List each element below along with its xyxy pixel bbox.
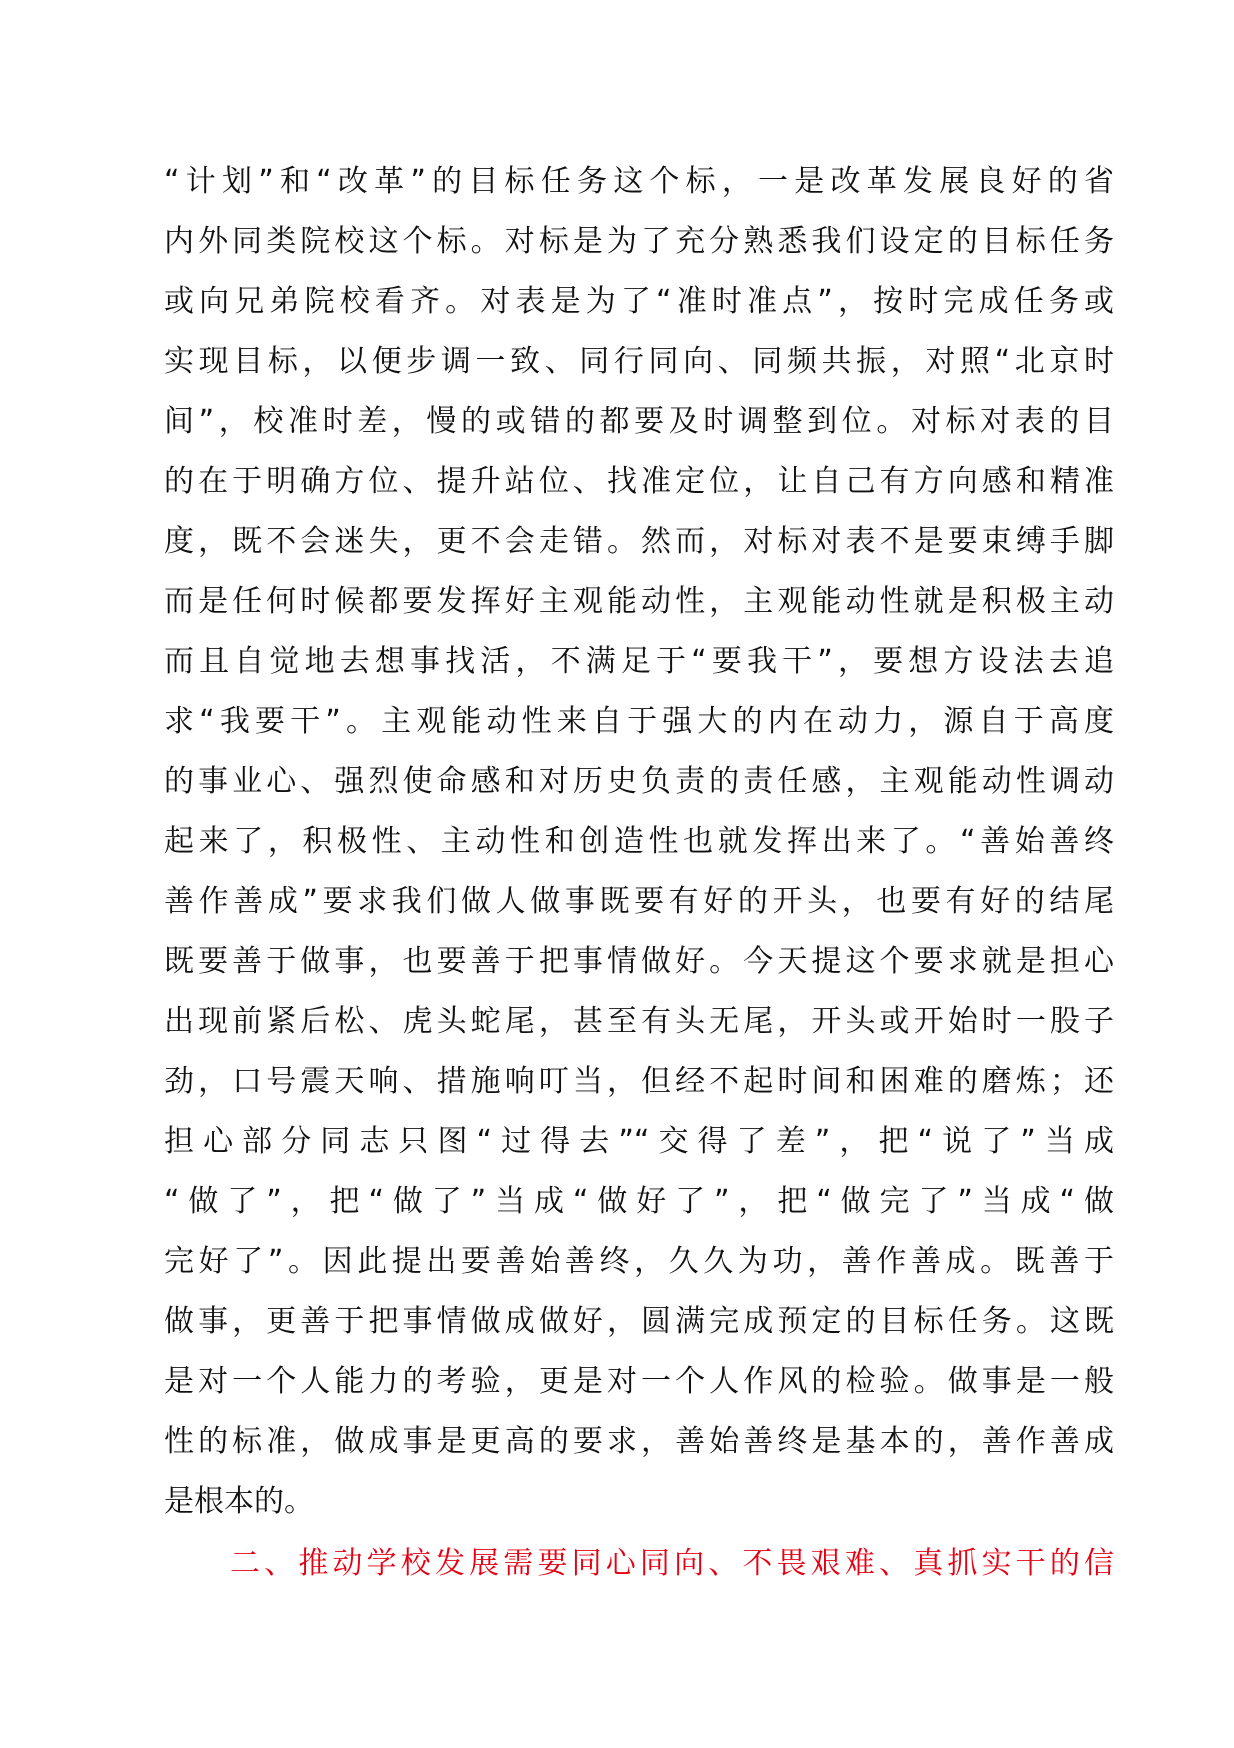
body-paragraph	[164, 152, 1114, 1532]
paragraph-line: 内外同类院校这个标。对标是为了充分熟悉我们设定的目标任务	[164, 224, 1114, 259]
paragraph-line: 而且自觉地去想事找活，不满足于“要我干”，要想方设法去追	[164, 644, 1114, 679]
paragraph-line: 而是任何时候都要发挥好主观能动性，主观能动性就是积极主动	[164, 584, 1114, 619]
paragraph-line: “做了”，把“做了”当成“做好了”，把“做完了”当成“做	[164, 1184, 1114, 1219]
paragraph-line: 的事业心、强烈使命感和对历史负责的责任感，主观能动性调动	[164, 764, 1114, 799]
paragraph-line: 既要善于做事，也要善于把事情做好。今天提这个要求就是担心	[164, 944, 1114, 979]
paragraph-line: 担心部分同志只图“过得去”“交得了差”，把“说了”当成	[164, 1124, 1114, 1159]
paragraph-line: 是根本的。	[164, 1484, 314, 1519]
paragraph-line: “计划”和“改革”的目标任务这个标，一是改革发展良好的省	[164, 164, 1114, 199]
paragraph-line: 做事，更善于把事情做成做好，圆满完成预定的目标任务。这既	[164, 1304, 1114, 1339]
paragraph-line: 的在于明确方位、提升站位、找准定位，让自己有方向感和精准	[164, 464, 1114, 499]
paragraph-line: 度，既不会迷失，更不会走错。然而，对标对表不是要束缚手脚	[164, 524, 1114, 559]
paragraph-line: 善作善成”要求我们做人做事既要有好的开头，也要有好的结尾	[164, 884, 1114, 919]
paragraph-line: 是对一个人能力的考验，更是对一个人作风的检验。做事是一般	[164, 1364, 1114, 1399]
paragraph-line: 间”，校准时差，慢的或错的都要及时调整到位。对标对表的目	[164, 404, 1114, 439]
section-heading: 二、推动学校发展需要同心同向、不畏艰难、真抓实干的信	[230, 1546, 1114, 1581]
paragraph-line: 性的标准，做成事是更高的要求，善始善终是基本的，善作善成	[164, 1424, 1114, 1459]
paragraph-line: 或向兄弟院校看齐。对表是为了“准时准点”，按时完成任务或	[164, 284, 1114, 319]
paragraph-line: 完好了”。因此提出要善始善终，久久为功，善作善成。既善于	[164, 1244, 1114, 1279]
paragraph-line: 求“我要干”。主观能动性来自于强大的内在动力，源自于高度	[164, 704, 1114, 739]
paragraph-line: 实现目标，以便步调一致、同行同向、同频共振，对照“北京时	[164, 344, 1114, 379]
paragraph-line: 劲，口号震天响、措施响叮当，但经不起时间和困难的磨炼；还	[164, 1064, 1114, 1099]
paragraph-line: 出现前紧后松、虎头蛇尾，甚至有头无尾，开头或开始时一股子	[164, 1004, 1114, 1039]
paragraph-line: 起来了，积极性、主动性和创造性也就发挥出来了。“善始善终	[164, 824, 1114, 859]
